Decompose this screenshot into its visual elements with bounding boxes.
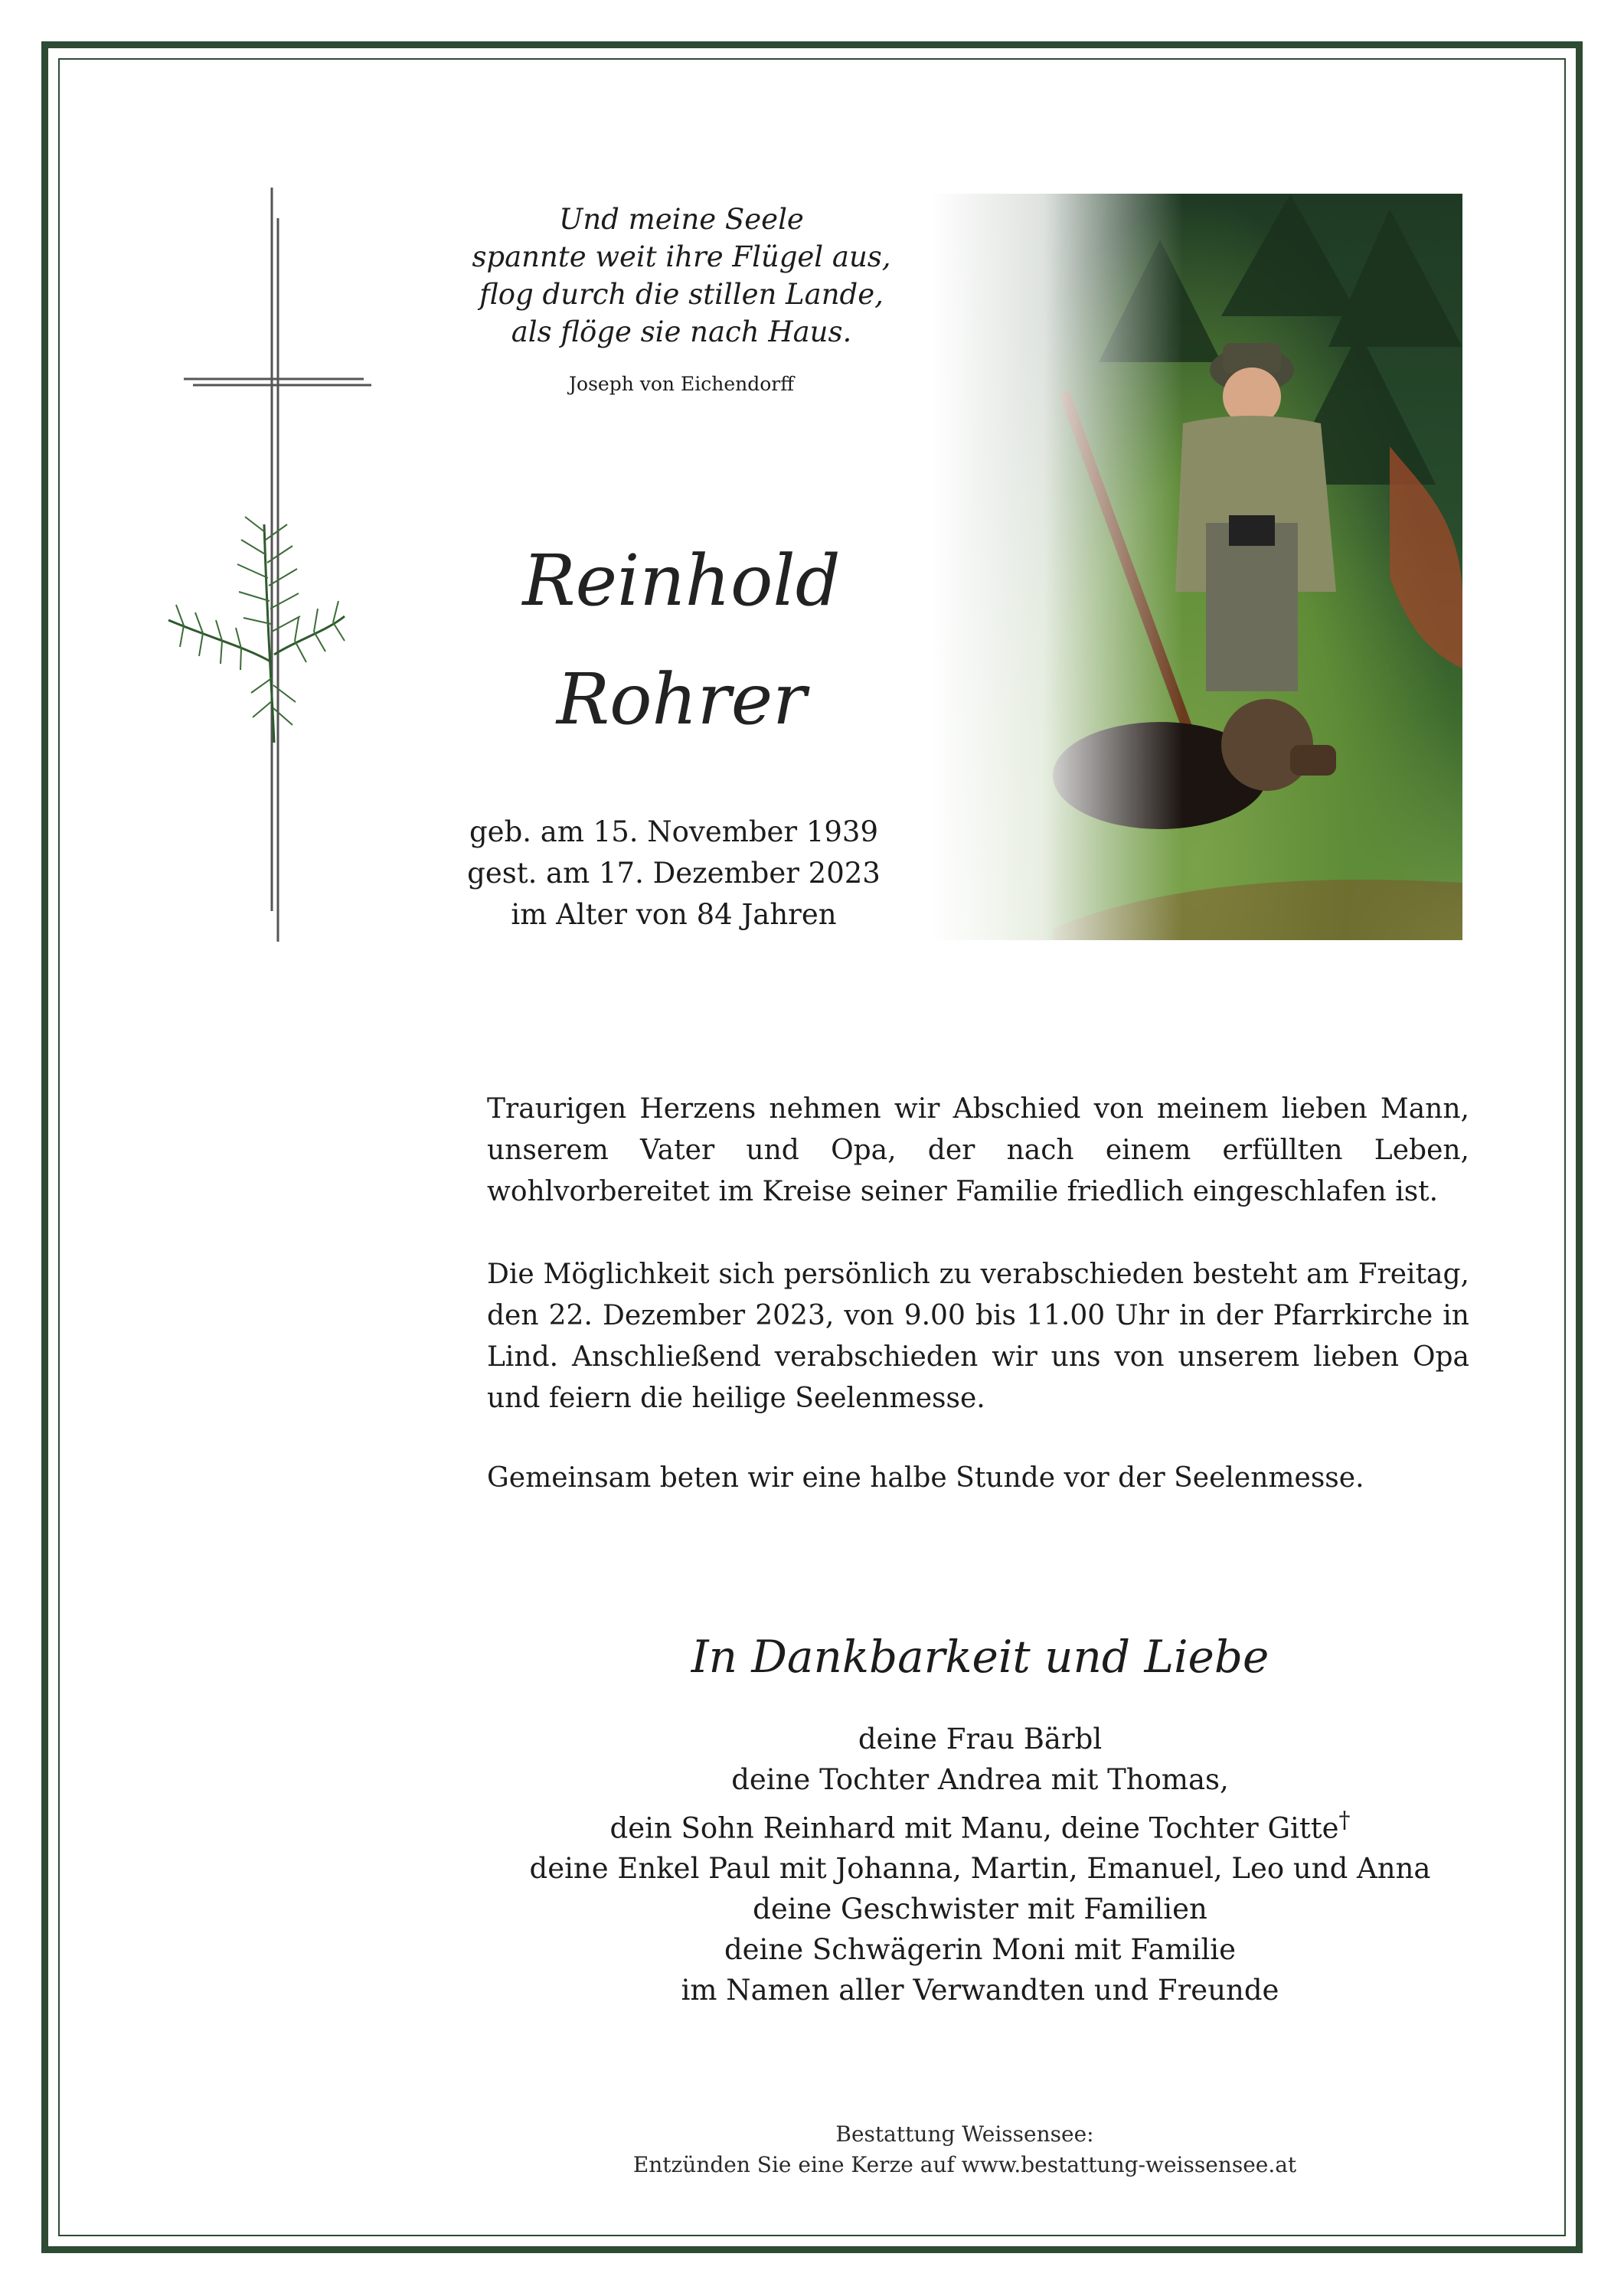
poem-line: flog durch die stillen Lande, (479, 278, 884, 311)
mourner-line: deine Tochter Andrea mit Thomas, (731, 1763, 1229, 1796)
age: im Alter von 84 Jahren (511, 898, 837, 931)
mourners-list (490, 1719, 1470, 2010)
announcement-paragraph: Traurigen Herzens nehmen wir Abschied von meinem lieben Mann, unserem Vater und Opa, der nach einem erfüllten Leben, wohlvorbereitet im Kreise seiner Familie friedlich eingeschlafen ist. (487, 1093, 1469, 1207)
funeral-home-footer (582, 2119, 1348, 2180)
mourner-line: deine Schwägerin Moni mit Familie (724, 1933, 1237, 1967)
portrait-photo (930, 194, 1462, 940)
farewell-info-paragraph: Die Möglichkeit sich persönlich zu verabschieden besteht am Freitag, den 22. Dezember 2023, von 9.00 bis 11.00 Uhr in der Pfarrkirche in Lind. Anschließend verabschieden wir uns von unserem lieben Opa und feiern die heilige Seelenmesse. (487, 1259, 1469, 1414)
deceased-first-name: Reinhold (522, 540, 841, 622)
prayer-paragraph: Gemeinsam beten wir eine halbe Stunde vor der Seelenmesse. (487, 1462, 1364, 1494)
poem-line: als flöge sie nach Haus. (511, 315, 852, 348)
photo-fade (930, 194, 1183, 940)
poem-author: Joseph von Eichendorff (569, 373, 794, 395)
birth-date: geb. am 15. November 1939 (469, 815, 879, 848)
poem (467, 201, 896, 351)
thanks-heading: In Dankbarkeit und Liebe (691, 1631, 1269, 1683)
mourner-line: im Namen aller Verwandten und Freunde (681, 1974, 1279, 2007)
life-dates (459, 812, 888, 936)
poem-line: Und meine Seele (559, 203, 804, 236)
mourner-text: dein Sohn Reinhard mit Manu, deine Tochter Gitte (609, 1811, 1339, 1845)
mourner-line: deine Frau Bärbl (858, 1723, 1103, 1755)
deceased-last-name: Rohrer (556, 658, 807, 740)
death-date: gest. am 17. Dezember 2023 (467, 857, 881, 890)
mourner-line: deine Enkel Paul mit Johanna, Martin, Emanuel, Leo und Anna (529, 1852, 1431, 1886)
mourner-line (490, 1800, 1470, 1848)
candle-link-text[interactable]: Entzünden Sie eine Kerze auf www.bestattung-weissensee.at (632, 2152, 1297, 2177)
funeral-home-name: Bestattung Weissensee: (835, 2121, 1094, 2147)
mourner-line: deine Geschwister mit Familien (753, 1893, 1207, 1926)
cross-with-fir-branch-icon (161, 188, 375, 946)
deceased-cross-icon: † (1338, 1807, 1351, 1834)
poem-line: spannte weit ihre Flügel aus, (472, 240, 891, 273)
